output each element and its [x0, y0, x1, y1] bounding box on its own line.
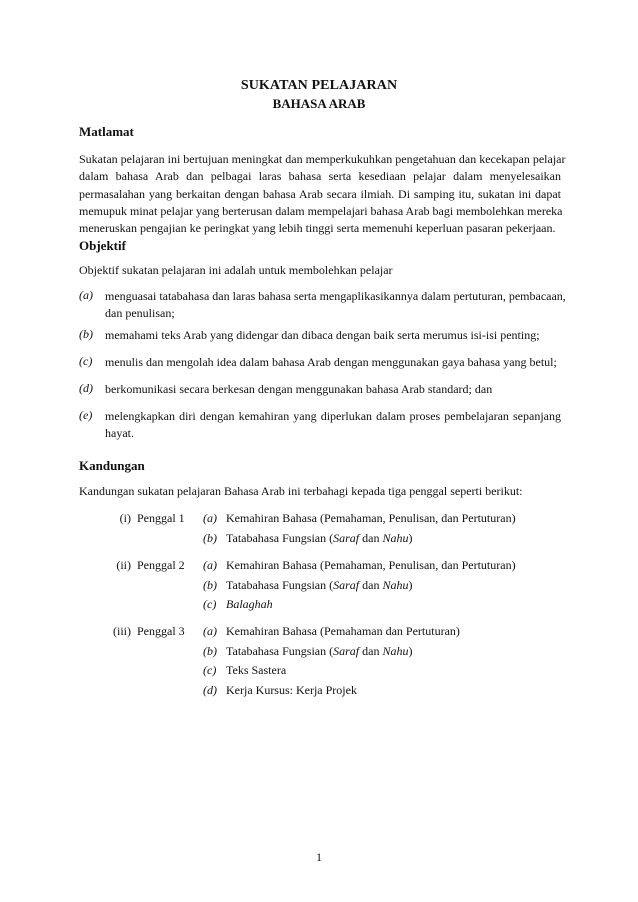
item-text-part: Tatabahasa Fungsian ( — [226, 643, 334, 658]
italic-term: Nahu — [382, 530, 409, 545]
objektif-item-marker: (a) — [79, 288, 93, 302]
objektif-item-text — [105, 354, 561, 371]
penggal-item-text — [226, 644, 413, 659]
item-text-part: Kemahiran Bahasa (Pemahaman, Penulisan, dan Pertuturan) — [226, 558, 516, 572]
objektif-item-marker: (e) — [79, 408, 93, 422]
document-subtitle: BAHASA ARAB — [272, 96, 366, 111]
objektif-heading: Objektif — [79, 238, 126, 253]
objektif-item-text — [105, 381, 561, 398]
item-text-part: Kemahiran Bahasa (Pemahaman dan Pertuturan) — [226, 624, 460, 638]
objektif-item-marker: (d) — [79, 381, 93, 395]
page-number: 1 — [316, 850, 322, 864]
penggal-label: Penggal 2 — [137, 558, 185, 572]
objektif-item-line: dan penulisan; — [105, 306, 175, 321]
italic-term: Balaghah — [226, 597, 273, 612]
item-text-part: Kemahiran Bahasa (Pemahaman, Penulisan, dan Pertuturan) — [226, 511, 516, 525]
matlamat-line: permasalahan yang berkaitan dengan bahasa Arab secara ilmiah. Di samping itu, sukatan ini dapat — [79, 186, 561, 201]
penggal-item-marker: (c) — [203, 597, 217, 612]
item-text-part: dan — [359, 530, 383, 545]
penggal-number: (ii) — [116, 558, 131, 572]
item-text-part: Teks Sastera — [226, 663, 287, 678]
italic-term: Saraf — [333, 643, 360, 658]
objektif-intro: Objektif sukatan pelajaran ini adalah untuk membolehkan pelajar — [79, 263, 393, 277]
penggal-number: (iii) — [113, 624, 131, 638]
objektif-item-marker: (c) — [79, 354, 93, 368]
italic-term: Nahu — [382, 643, 409, 658]
objektif-item-line: memahami teks Arab yang didengar dan dibaca dengan baik serta merumus isi-isi penting; — [105, 328, 540, 342]
item-text-part: ) — [408, 530, 413, 545]
italic-term: Nahu — [382, 577, 409, 592]
penggal-item-marker: (b) — [203, 530, 217, 545]
kandungan-intro: Kandungan sukatan pelajaran Bahasa Arab ini terbahagi kepada tiga penggal seperti berikut: — [79, 484, 523, 498]
objektif-item-line: berkomunikasi secara berkesan dengan menggunakan bahasa Arab standard; dan — [105, 382, 493, 396]
objektif-item-text — [105, 288, 566, 323]
matlamat-line: memupuk minat pelajar yang berterusan dalam mempelajari bahasa Arab bagi membolehkan mereka — [79, 203, 563, 218]
item-text-part: ) — [408, 577, 413, 592]
objektif-item-text — [105, 408, 561, 443]
penggal-item-text — [226, 578, 413, 593]
matlamat-line: meneruskan pengajian ke peringkat yang lebih tinggi serta memenuhi keperluan pasaran pekerjaan. — [79, 221, 556, 236]
matlamat-paragraph — [79, 151, 566, 237]
penggal-label: Penggal 3 — [137, 624, 185, 638]
item-text-part: Kerja Kursus: Kerja Projek — [226, 683, 357, 698]
penggal-item-marker: (c) — [203, 663, 217, 678]
penggal-item-marker: (a) — [203, 511, 217, 525]
penggal-number: (i) — [119, 511, 131, 525]
penggal-item-text — [226, 597, 273, 612]
item-text-part: Tatabahasa Fungsian ( — [226, 577, 334, 592]
penggal-item-text — [226, 663, 286, 678]
penggal-item-marker: (b) — [203, 577, 217, 592]
penggal-item-marker: (b) — [203, 643, 217, 658]
penggal-item-marker: (a) — [203, 558, 217, 572]
objektif-item-marker: (b) — [79, 327, 93, 341]
item-text-part: dan — [359, 577, 383, 592]
objektif-item-line: menulis dan mengolah idea dalam bahasa Arab dengan menggunakan gaya bahasa yang betul; — [105, 355, 557, 369]
penggal-item-marker: (d) — [203, 683, 217, 698]
matlamat-line: Sukatan pelajaran ini bertujuan meningkat dan memperkukuhkan pengetahuan dan kecekapan pelajar — [79, 152, 566, 166]
penggal-item-text — [226, 558, 516, 573]
penggal-item-text — [226, 511, 516, 526]
italic-term: Saraf — [333, 577, 360, 592]
penggal-label: Penggal 1 — [137, 511, 185, 525]
penggal-item-marker: (a) — [203, 624, 217, 638]
item-text-part: Tatabahasa Fungsian ( — [226, 530, 334, 545]
document-title: SUKATAN PELAJARAN — [240, 78, 398, 93]
item-text-part: dan — [359, 643, 383, 658]
objektif-item-line: melengkapkan diri dengan kemahiran yang diperlukan dalam proses pembelajaran sepanjang — [105, 409, 561, 423]
matlamat-line: dalam bahasa Arab dan pelbagai laras bahasa serta kesediaan pelajar dalam menyelesaikan — [79, 169, 561, 184]
penggal-item-text — [226, 531, 413, 546]
penggal-item-text — [226, 683, 357, 698]
kandungan-heading: Kandungan — [79, 458, 145, 473]
matlamat-heading: Matlamat — [79, 124, 134, 139]
item-text-part: ) — [408, 643, 413, 658]
objektif-item-line: hayat. — [105, 426, 134, 441]
penggal-item-text — [226, 624, 460, 639]
objektif-item-line: menguasai tatabahasa dan laras bahasa serta mengaplikasikannya dalam pertuturan, pembacaan, — [105, 289, 566, 303]
italic-term: Saraf — [333, 530, 360, 545]
objektif-item-text — [105, 327, 561, 344]
